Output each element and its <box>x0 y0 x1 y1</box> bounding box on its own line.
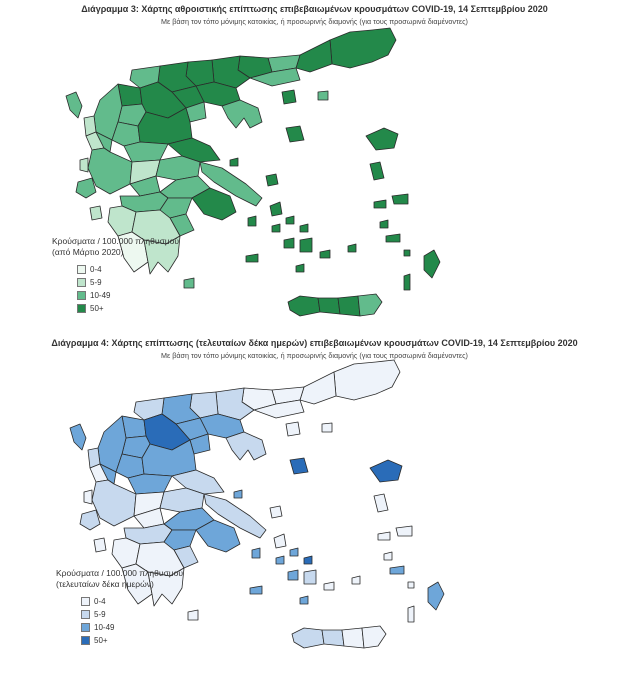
island-kalymnos <box>380 220 388 228</box>
island-skyros <box>270 506 282 518</box>
region-chania <box>288 296 320 316</box>
legend-swatch <box>81 623 90 632</box>
legend-item <box>81 608 183 621</box>
island-tinos <box>286 216 294 224</box>
cumulative-incidence-map <box>0 0 629 330</box>
legend-label: 10-49 <box>94 623 115 632</box>
island-paros <box>284 238 294 248</box>
island-thasos <box>282 90 296 104</box>
region-lasithi <box>362 626 386 648</box>
region-karditsa <box>128 474 172 494</box>
map-subtitle: Με βάση τον τόπο μόνιμης κατοικίας, ή προσωρινής διαμονής (για τους προσωρινά διαμένοντες) <box>161 351 468 360</box>
legend-title <box>56 568 183 590</box>
island-amorgos <box>320 250 330 258</box>
region-chalkidiki <box>222 100 262 128</box>
region-evros <box>330 28 396 68</box>
legend-label: 50+ <box>94 636 108 645</box>
island-kea <box>252 548 260 558</box>
island-naxos <box>300 238 312 252</box>
island-corfu <box>66 92 82 118</box>
region-fthiotida <box>156 156 200 180</box>
legend-item <box>81 634 183 647</box>
region-heraklion <box>342 628 364 648</box>
legend-label: 5-9 <box>90 278 102 287</box>
island-zakynthos <box>94 538 106 552</box>
legend-swatch <box>81 610 90 619</box>
island-chios <box>370 162 384 180</box>
legend-swatch <box>77 291 86 300</box>
island-rhodes <box>424 250 440 278</box>
map-title: Διάγραμμα 4: Χάρτης επίπτωσης (τελευταίων δέκα ημερών) επιβεβαιωμένων κρουσμάτων COVID-19, 14 Σεπτεμβρίου 2020 <box>51 338 578 348</box>
region-chalkidiki <box>226 432 266 460</box>
legend-item <box>77 302 179 315</box>
region-heraklion <box>338 296 360 316</box>
island-santorini <box>296 264 304 272</box>
legend-swatch <box>77 304 86 313</box>
region-karditsa <box>124 142 168 162</box>
island-limnos <box>290 458 308 474</box>
island-andros <box>270 202 282 216</box>
legend-title-line1: Κρούσματα / 100.000 πληθυσμού <box>56 568 183 578</box>
island-syros <box>272 224 280 232</box>
island-andros <box>274 534 286 548</box>
legend-label: 10-49 <box>90 291 111 300</box>
island-skiathos <box>230 158 238 166</box>
region-rodopi <box>296 40 332 72</box>
region-rodopi <box>300 372 336 404</box>
island-astypalaia <box>348 244 356 252</box>
map-title: Διάγραμμα 3: Χάρτης αθροιστικής επίπτωσης επιβεβαιωμένων κρουσμάτων COVID-19, 14 Σεπτεμβρίου 2020 <box>81 4 548 14</box>
island-karpathos <box>404 274 410 290</box>
legend-item <box>77 263 179 276</box>
island-samothraki <box>318 91 328 100</box>
region-fthiotida <box>160 488 204 512</box>
region-evros <box>334 360 400 400</box>
island-tilos <box>408 582 414 588</box>
island-samos <box>392 194 408 204</box>
island-limnos <box>286 126 304 142</box>
island-karpathos <box>408 606 414 622</box>
island-astypalaia <box>352 576 360 584</box>
legend-swatch <box>81 597 90 606</box>
island-ikaria <box>374 200 386 208</box>
island-kythira <box>188 610 198 620</box>
legend-label: 0-4 <box>94 597 106 606</box>
region-rethymno <box>318 298 340 314</box>
legend-label: 5-9 <box>94 610 106 619</box>
island-kefalonia <box>76 178 96 198</box>
island-kefalonia <box>80 510 100 530</box>
legend-swatch <box>81 636 90 645</box>
legend-item <box>77 276 179 289</box>
legend-label: 0-4 <box>90 265 102 274</box>
island-corfu <box>70 424 86 450</box>
island-rhodes <box>428 582 444 610</box>
legend-title-line1: Κρούσματα / 100.000 πληθυσμού <box>52 236 179 246</box>
legend-title <box>52 236 179 258</box>
legend-label: 50+ <box>90 304 104 313</box>
island-skiathos <box>234 490 242 498</box>
map-legend <box>52 236 179 315</box>
island-kos <box>386 234 400 242</box>
legend-item <box>77 289 179 302</box>
island-mykonos <box>304 556 312 564</box>
legend-item <box>81 595 183 608</box>
island-samothraki <box>322 423 332 432</box>
island-samos <box>396 526 412 536</box>
island-lefkada <box>80 158 88 172</box>
region-rethymno <box>322 630 344 646</box>
map-subtitle: Με βάση τον τόπο μόνιμης κατοικίας, ή προσωρινής διαμονής (για τους προσωρινά διαμένοντες) <box>161 17 468 26</box>
legend-item <box>81 621 183 634</box>
legend-title-line2: (τελευταίων δέκα ημερών) <box>56 579 154 589</box>
island-chios <box>374 494 388 512</box>
island-lesvos <box>370 460 402 482</box>
island-kythira <box>184 278 194 288</box>
island-milos <box>250 586 262 594</box>
island-lesvos <box>366 128 398 150</box>
island-mykonos <box>300 224 308 232</box>
island-paros <box>288 570 298 580</box>
legend-title-line2: (από Μάρτιο 2020) <box>52 247 124 257</box>
region-lasithi <box>358 294 382 316</box>
island-lefkada <box>84 490 92 504</box>
island-zakynthos <box>90 206 102 220</box>
island-kalymnos <box>384 552 392 560</box>
island-tilos <box>404 250 410 256</box>
island-kea <box>248 216 256 226</box>
island-milos <box>246 254 258 262</box>
legend-swatch <box>77 278 86 287</box>
island-tinos <box>290 548 298 556</box>
island-thasos <box>286 422 300 436</box>
island-skyros <box>266 174 278 186</box>
map-legend <box>56 568 183 647</box>
island-kos <box>390 566 404 574</box>
ten-day-incidence-map <box>0 336 629 680</box>
legend-swatch <box>77 265 86 274</box>
region-chania <box>292 628 324 648</box>
island-ikaria <box>378 532 390 540</box>
island-naxos <box>304 570 316 584</box>
island-amorgos <box>324 582 334 590</box>
island-santorini <box>300 596 308 604</box>
island-syros <box>276 556 284 564</box>
